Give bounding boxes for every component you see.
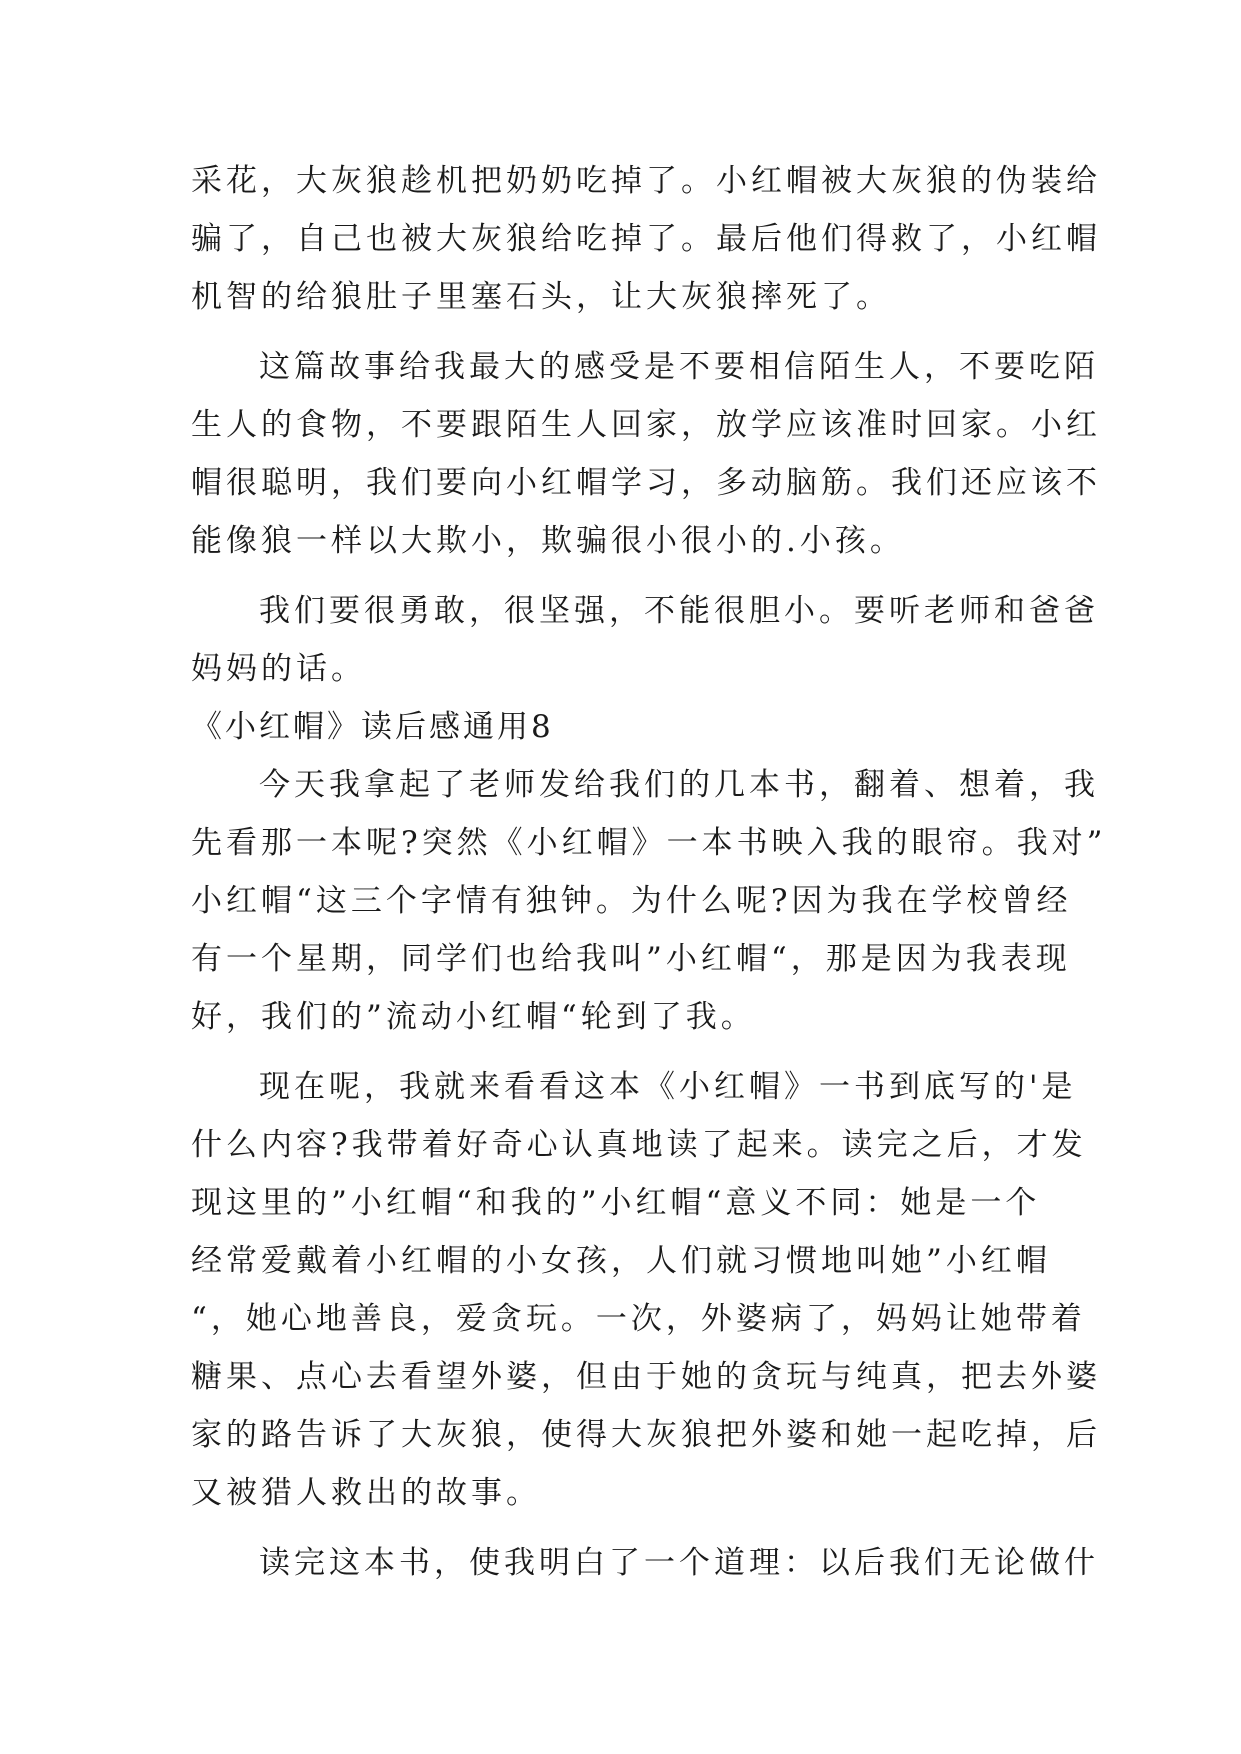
text-line: 又被猎人救出的故事。 (191, 1475, 541, 1511)
text-line: 有一个星期，同学们也给我叫”小红帽“，那是因为我表现 (191, 941, 1071, 977)
paragraph (191, 1534, 1099, 1592)
text-line: 能像狼一样以大欺小，欺骗很小很小的.小孩。 (191, 523, 905, 559)
text-line: 什么内容?我带着好奇心认真地读了起来。读完之后，才发 (191, 1127, 1087, 1163)
text-line: 经常爱戴着小红帽的小女孩，人们就习惯地叫她”小红帽 (191, 1243, 1051, 1279)
text-line: 读完这本书，使我明白了一个道理：以后我们无论做什 (259, 1545, 1099, 1581)
text-line: 机智的给狼肚子里塞石头，让大灰狼摔死了。 (191, 279, 891, 315)
text-line: 帽很聪明，我们要向小红帽学习，多动脑筋。我们还应该不 (191, 465, 1101, 501)
text-line: 妈妈的话。 (191, 651, 366, 687)
paragraph (191, 152, 1101, 326)
paragraph (191, 338, 1101, 570)
text-line: “，她心地善良，爱贪玩。一次，外婆病了，妈妈让她带着 (191, 1301, 1086, 1337)
text-line: 小红帽“这三个字情有独钟。为什么呢?因为我在学校曾经 (191, 883, 1072, 919)
text-line: 先看那一本呢?突然《小红帽》一本书映入我的眼帘。我对” (191, 825, 1107, 861)
text-line: 生人的食物，不要跟陌生人回家，放学应该准时回家。小红 (191, 407, 1101, 443)
text-line: 家的路告诉了大灰狼，使得大灰狼把外婆和她一起吃掉，后 (191, 1417, 1101, 1453)
text-line: 现在呢，我就来看看这本《小红帽》一书到底写的'是 (259, 1069, 1077, 1105)
document-body (191, 152, 1107, 1592)
section-heading-text: 《小红帽》读后感通用8 (191, 709, 554, 745)
text-line: 糖果、点心去看望外婆，但由于她的贪玩与纯真，把去外婆 (191, 1359, 1101, 1395)
paragraph (191, 756, 1107, 1046)
text-line: 采花，大灰狼趁机把奶奶吃掉了。小红帽被大灰狼的伪装给 (191, 163, 1101, 199)
text-line: 好，我们的”流动小红帽“轮到了我。 (191, 999, 756, 1035)
section-heading (191, 698, 1051, 756)
text-line: 骗了，自己也被大灰狼给吃掉了。最后他们得救了，小红帽 (191, 221, 1101, 257)
text-line: 我们要很勇敢，很坚强，不能很胆小。要听老师和爸爸 (259, 593, 1099, 629)
text-line: 现这里的”小红帽“和我的”小红帽“意义不同：她是一个 (191, 1185, 1041, 1221)
paragraph (191, 1058, 1101, 1522)
text-line: 今天我拿起了老师发给我们的几本书，翻着、想着，我 (259, 767, 1099, 803)
text-line: 这篇故事给我最大的感受是不要相信陌生人，不要吃陌 (259, 349, 1099, 385)
paragraph (191, 582, 1099, 698)
